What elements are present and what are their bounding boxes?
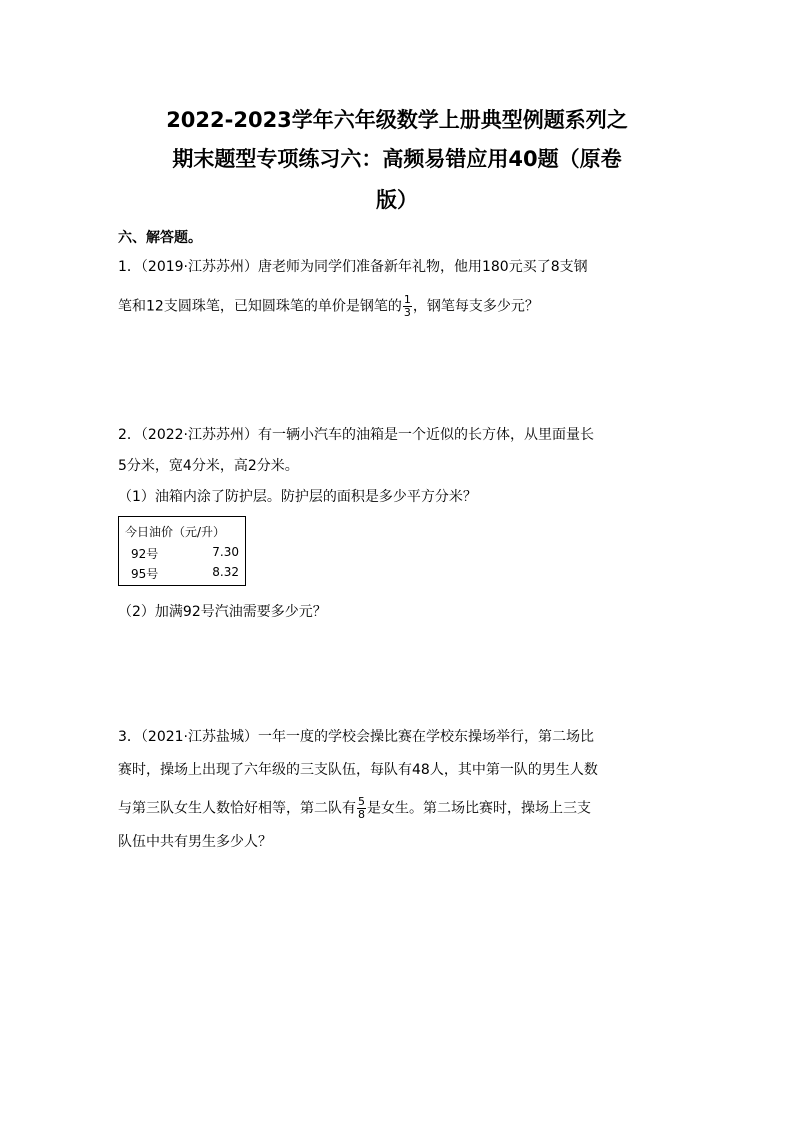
q1-line-2 bbox=[118, 294, 539, 319]
q1-line-2-pre: 笔和12支圆珠笔，已知圆珠笔的单价是钢笔的 bbox=[118, 298, 402, 315]
q1-line-1: 1．（2019·江苏苏州）唐老师为同学们准备新年礼物，他用180元买了8支钢 bbox=[118, 259, 588, 275]
q2-part-2: （2）加满92号汽油需要多少元？ bbox=[118, 604, 327, 620]
q1-fraction-numerator: 1 bbox=[403, 293, 411, 306]
section-heading: 六、解答题。 bbox=[118, 230, 202, 246]
q3-line-4: 队伍中共有男生多少人？ bbox=[118, 834, 272, 850]
oil-price-box bbox=[118, 516, 246, 586]
q3-line-3 bbox=[118, 796, 591, 821]
oil-price-header: 今日油价（元/升） bbox=[125, 525, 226, 539]
q3-fraction-numerator: 5 bbox=[358, 795, 365, 808]
q3-line-1: 3．（2021·江苏盐城）一年一度的学校会操比赛在学校东操场举行，第二场比 bbox=[118, 729, 594, 745]
q2-line-2: 5分米，宽4分米，高2分米。 bbox=[118, 458, 299, 474]
oil-price-value: 8.32 bbox=[212, 565, 239, 579]
title-line-2: 期末题型专项练习六：高频易错应用40题（原卷 bbox=[172, 147, 622, 171]
q3-fraction bbox=[357, 796, 366, 821]
q1-line-2-post: ，钢笔每支多少元？ bbox=[412, 298, 539, 315]
q1-fraction-denominator: 3 bbox=[403, 306, 411, 319]
oil-grade-label: 95号 bbox=[131, 567, 159, 581]
q2-line-1: 2．（2022·江苏苏州）有一辆小汽车的油箱是一个近似的长方体，从里面量长 bbox=[118, 427, 594, 443]
title-line-1: 2022-2023学年六年级数学上册典型例题系列之 bbox=[166, 108, 628, 132]
oil-price-value: 7.30 bbox=[212, 545, 239, 559]
q2-part-1: （1）油箱内涂了防护层。防护层的面积是多少平方分米？ bbox=[118, 489, 477, 505]
q3-line-2: 赛时，操场上出现了六年级的三支队伍，每队有48人，其中第一队的男生人数 bbox=[118, 762, 598, 778]
q1-fraction bbox=[403, 294, 412, 319]
oil-grade-label: 92号 bbox=[131, 547, 159, 561]
title-line-3: 版） bbox=[376, 188, 418, 212]
q3-line-3-pre: 与第三队女生人数恰好相等，第二队有 bbox=[118, 800, 356, 817]
q3-line-3-post: 是女生。第二场比赛时，操场上三支 bbox=[367, 800, 591, 817]
q3-fraction-denominator: 8 bbox=[358, 808, 365, 821]
